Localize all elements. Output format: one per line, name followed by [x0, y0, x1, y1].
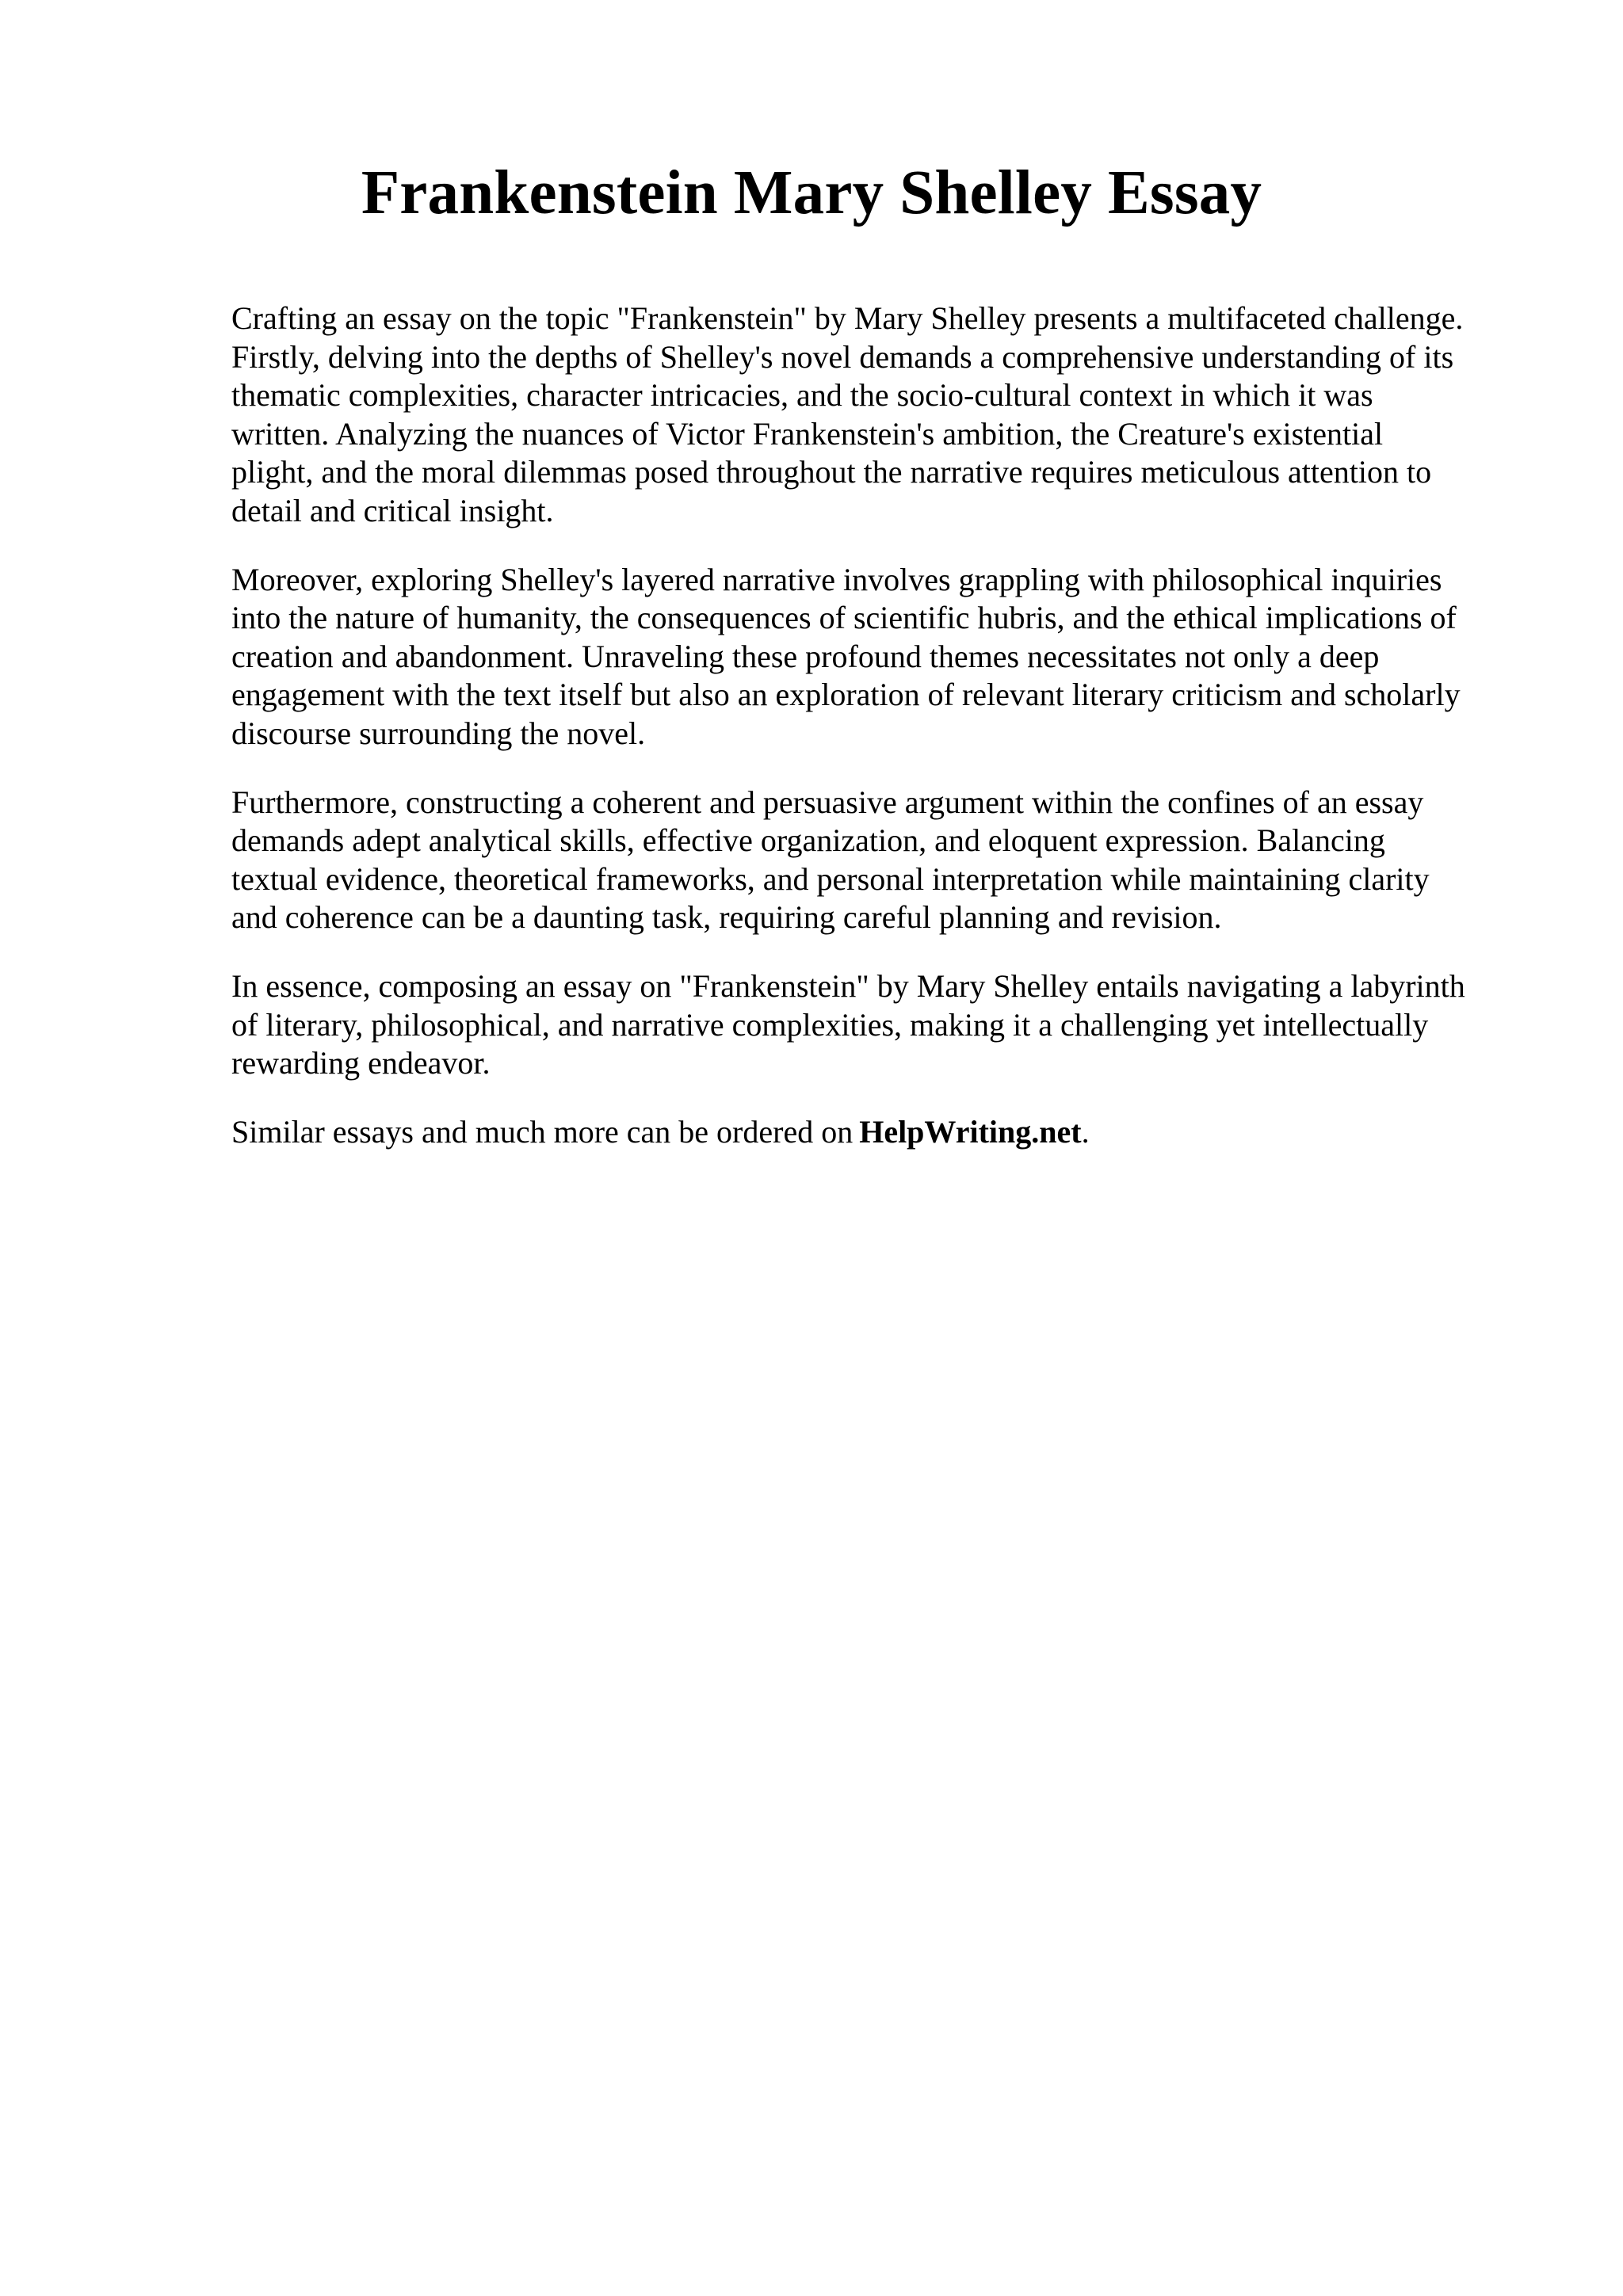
paragraph-line: rewarding endeavor.	[231, 1045, 491, 1081]
paragraph-line: of literary, philosophical, and narrative complexities, making it a challenging yet intellectually	[231, 1006, 1429, 1043]
paragraph-line: written. Analyzing the nuances of Victor Frankenstein's ambition, the Creature's existential	[231, 415, 1384, 452]
paragraph-line: plight, and the moral dilemmas posed throughout the narrative requires meticulous attention to	[231, 454, 1432, 490]
paragraph-line: Firstly, delving into the depths of Shelley's novel demands a comprehensive understanding of its	[231, 338, 1454, 375]
footer-suffix: .	[1081, 1113, 1090, 1150]
paragraph-line: In essence, composing an essay on "Frankenstein" by Mary Shelley entails navigating a labyrinth	[231, 967, 1465, 1004]
helpwriting-link[interactable]: HelpWriting.net	[859, 1113, 1082, 1150]
paragraph-line: demands adept analytical skills, effective organization, and eloquent expression. Balancing	[231, 822, 1385, 859]
paragraph-line: discourse surrounding the novel.	[231, 715, 646, 751]
paragraph-line: and coherence can be a daunting task, requiring careful planning and revision.	[231, 899, 1222, 936]
footer-note	[231, 1113, 1531, 1152]
document-title: Frankenstein Mary Shelley Essay	[361, 158, 1262, 227]
paragraph-line: Furthermore, constructing a coherent and persuasive argument within the confines of an essay	[231, 784, 1424, 820]
paragraph-line: Moreover, exploring Shelley's layered narrative involves grappling with philosophical inquiries	[231, 561, 1442, 597]
paragraph-line: textual evidence, theoretical frameworks, and personal interpretation while maintaining clarity	[231, 860, 1430, 897]
paragraph-line: engagement with the text itself but also an exploration of relevant literary criticism and scholarly	[231, 677, 1461, 713]
paragraph-line: thematic complexities, character intricacies, and the socio-cultural context in which it was	[231, 377, 1373, 414]
paragraph-line: into the nature of humanity, the consequences of scientific hubris, and the ethical implications of	[231, 600, 1457, 636]
paragraph-4	[231, 967, 1531, 1083]
paragraph-2	[231, 561, 1531, 753]
paragraph-line: detail and critical insight.	[231, 492, 554, 528]
paragraph-line: creation and abandonment. Unraveling these profound themes necessitates not only a deep	[231, 638, 1380, 674]
paragraph-1	[231, 299, 1531, 531]
paragraph-line: Crafting an essay on the topic "Frankenstein" by Mary Shelley presents a multifaceted challenge.	[231, 300, 1464, 336]
paragraph-3	[231, 784, 1531, 937]
essay-body	[231, 299, 1531, 1181]
footer-text: Similar essays and much more can be ordered on	[231, 1113, 854, 1150]
